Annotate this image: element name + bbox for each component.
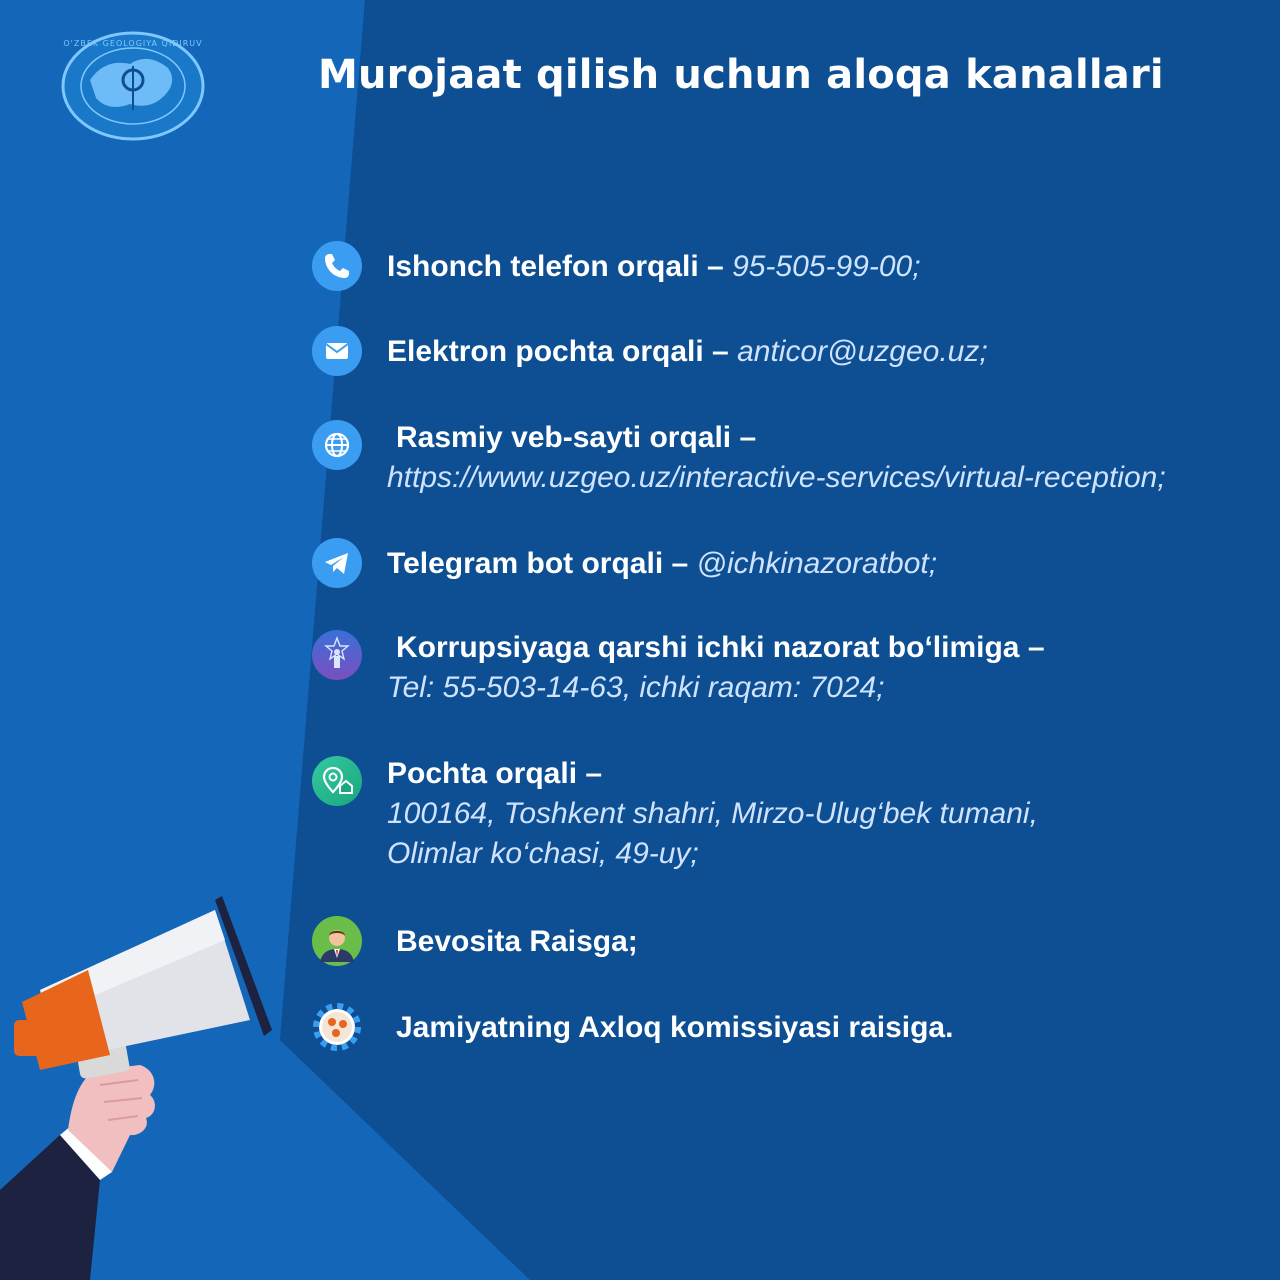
channel-dash: – [1019, 631, 1045, 664]
post-address-line1: 100164, Toshkent shahri, Mirzo-Ulug‘bek tumani, [387, 797, 1038, 830]
channel-label: Ishonch telefon orqali [387, 250, 699, 283]
channel-text [387, 332, 988, 372]
telegram-handle[interactable]: @ichkinazoratbot; [696, 547, 938, 580]
channel-dash: – [703, 335, 738, 368]
page-title: Murojaat qilish uchun aloqa kanallari [318, 52, 1164, 98]
ethics-commission-icon [312, 1002, 362, 1052]
channel-text [387, 922, 638, 962]
channel-text [387, 628, 1045, 708]
phone-number[interactable]: 95-505-99-00; [732, 250, 921, 283]
inspector-icon [312, 630, 362, 680]
channel-text [387, 1008, 953, 1048]
channel-label: Telegram bot orqali [387, 547, 664, 580]
channel-text [387, 544, 937, 584]
chairman-icon [312, 916, 362, 966]
svg-text:O'ZBEK GEOLOGIYA QIDIRUV: O'ZBEK GEOLOGIYA QIDIRUV [63, 39, 203, 48]
channel-dash: – [698, 250, 733, 283]
mail-location-icon [312, 756, 362, 806]
channel-label: Elektron pochta orqali [387, 335, 704, 368]
telegram-icon [312, 538, 362, 588]
channel-text [387, 418, 1166, 498]
channel-dash: – [731, 421, 757, 454]
email-address[interactable]: anticor@uzgeo.uz; [737, 335, 988, 368]
channel-text [387, 754, 1038, 874]
channel-label: Pochta orqali [387, 757, 578, 790]
channel-dash: – [577, 757, 603, 790]
internal-phone[interactable]: Tel: 55-503-14-63, ichki raqam: 7024; [387, 671, 885, 704]
channel-label: Jamiyatning Axloq komissiyasi raisiga. [396, 1011, 954, 1044]
channel-label: Bevosita Raisga; [396, 925, 638, 958]
post-address-line2: Olimlar ko‘chasi, 49-uy; [387, 837, 699, 870]
website-link[interactable]: https://www.uzgeo.uz/interactive-services/virtual-reception; [387, 461, 1166, 494]
globe-icon [312, 420, 362, 470]
channel-text [387, 247, 921, 287]
phone-icon [312, 241, 362, 291]
channel-label: Rasmiy veb-sayti orqali [396, 421, 732, 454]
channel-label: Korrupsiyaga qarshi ichki nazorat bo‘limiga [396, 631, 1020, 664]
company-logo [60, 30, 206, 142]
email-icon [312, 326, 362, 376]
megaphone-illustration [0, 880, 300, 1280]
channel-dash: – [663, 547, 697, 580]
